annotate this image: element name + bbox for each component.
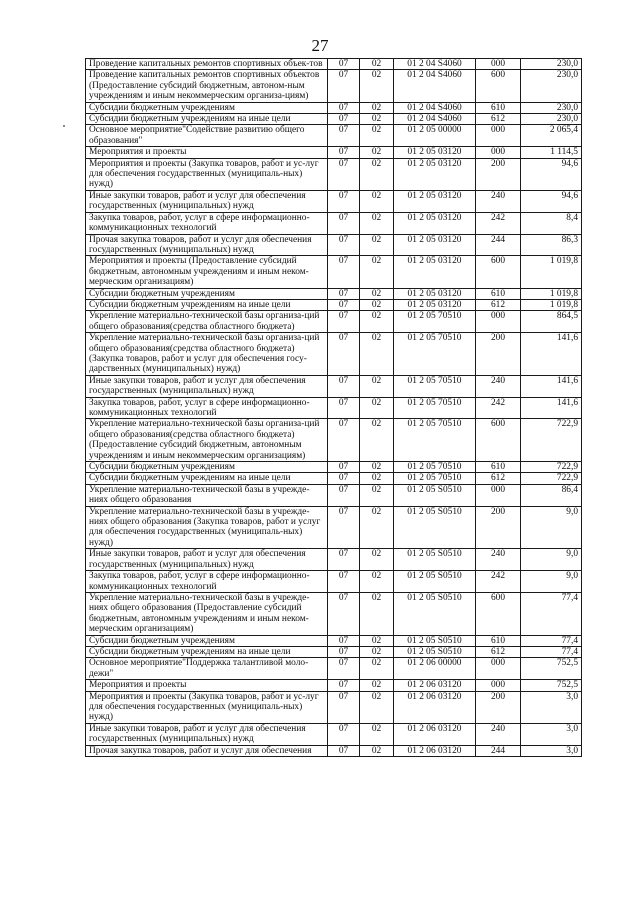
cell-amount: 94,6 [521,190,582,212]
cell-amount: 3,0 [521,745,582,756]
cell-section: 07 [328,158,360,190]
cell-name: Закупка товаров, работ, услуг в сфере информационно-коммуникационных технологий [86,571,328,593]
cell-section: 07 [328,288,360,299]
cell-subsection: 02 [360,592,394,635]
table-row [86,311,582,333]
cell-target-article: 01 2 06 03120 [394,745,476,756]
cell-name: Укрепление материально-технической базы организа-ций общего образования(средства областного бюджета) (Предоставление субсидий бюджетным, автономным учреждениям и иным некоммерческим организациям) [86,419,328,462]
cell-section: 07 [328,723,360,745]
cell-subsection: 02 [360,59,394,70]
cell-section: 07 [328,680,360,691]
cell-amount: 230,0 [521,102,582,113]
cell-target-article: 01 2 05 03120 [394,256,476,288]
cell-subsection: 02 [360,114,394,125]
cell-expense-type: 600 [476,592,521,635]
cell-subsection: 02 [360,723,394,745]
cell-amount: 722,9 [521,419,582,462]
cell-target-article: 01 2 06 00000 [394,658,476,680]
cell-target-article: 01 2 04 S4060 [394,114,476,125]
cell-name: Иные закупки товаров, работ и услуг для обеспечения государственных (муниципальных) нужд [86,723,328,745]
cell-target-article: 01 2 05 03120 [394,190,476,212]
cell-target-article: 01 2 05 S0510 [394,635,476,646]
cell-expense-type: 242 [476,212,521,234]
cell-name: Укрепление материально-технической базы организа-ций общего образования(средства областного бюджета) [86,311,328,333]
cell-subsection: 02 [360,473,394,484]
cell-amount: 230,0 [521,70,582,102]
cell-amount: 722,9 [521,473,582,484]
cell-name: Укрепление материально-технической базы в учрежде-ниях общего образования (Закупка товаров, работ и услуг для обеспечения государственных (муниципаль-ных) нужд) [86,506,328,549]
cell-target-article: 01 2 05 S0510 [394,646,476,657]
cell-expense-type: 200 [476,158,521,190]
cell-section: 07 [328,375,360,397]
cell-target-article: 01 2 05 03120 [394,212,476,234]
cell-name: Прочая закупка товаров, работ и услуг для обеспечения государственных (муниципальных) нужд [86,234,328,256]
cell-target-article: 01 2 05 03120 [394,147,476,158]
cell-target-article: 01 2 06 03120 [394,691,476,723]
cell-amount: 86,3 [521,234,582,256]
scan-speck [63,125,65,127]
cell-expense-type: 600 [476,256,521,288]
cell-amount: 77,4 [521,646,582,657]
cell-subsection: 02 [360,691,394,723]
table-row [86,299,582,310]
cell-section: 07 [328,102,360,113]
cell-name: Закупка товаров, работ, услуг в сфере информационно-коммуникационных технологий [86,397,328,419]
table-row [86,288,582,299]
cell-target-article: 01 2 05 03120 [394,234,476,256]
table-row [86,256,582,288]
cell-amount: 2 065,4 [521,125,582,147]
cell-name: Субсидии бюджетным учреждениям [86,635,328,646]
cell-subsection: 02 [360,571,394,593]
table-row [86,125,582,147]
table-row [86,212,582,234]
cell-expense-type: 240 [476,190,521,212]
cell-amount: 141,6 [521,375,582,397]
cell-expense-type: 610 [476,288,521,299]
cell-subsection: 02 [360,635,394,646]
table-row [86,646,582,657]
cell-name: Иные закупки товаров, работ и услуг для обеспечения государственных (муниципальных) нужд [86,549,328,571]
page-number: 27 [311,36,329,55]
cell-target-article: 01 2 05 S0510 [394,506,476,549]
cell-expense-type: 000 [476,125,521,147]
cell-expense-type: 240 [476,549,521,571]
table-row [86,419,582,462]
cell-target-article: 01 2 05 70510 [394,333,476,376]
cell-expense-type: 000 [476,484,521,506]
cell-expense-type: 612 [476,646,521,657]
cell-amount: 86,4 [521,484,582,506]
table-row [86,397,582,419]
cell-subsection: 02 [360,234,394,256]
cell-amount: 230,0 [521,59,582,70]
cell-amount: 141,6 [521,333,582,376]
cell-subsection: 02 [360,549,394,571]
cell-section: 07 [328,506,360,549]
table-row [86,723,582,745]
cell-expense-type: 200 [476,333,521,376]
cell-name: Основное мероприятие"Содействие развитию общего образования" [86,125,328,147]
cell-subsection: 02 [360,70,394,102]
table-row [86,484,582,506]
cell-section: 07 [328,419,360,462]
cell-expense-type: 000 [476,680,521,691]
cell-target-article: 01 2 06 03120 [394,723,476,745]
table-row [86,745,582,756]
table-row [86,549,582,571]
table-row [86,658,582,680]
table-row [86,571,582,593]
cell-name: Субсидии бюджетным учреждениям [86,462,328,473]
cell-expense-type: 000 [476,658,521,680]
cell-target-article: 01 2 05 S0510 [394,592,476,635]
cell-expense-type: 244 [476,745,521,756]
cell-name: Проведение капитальных ремонтов спортивных объектов (Предоставление субсидий бюджетным, автоном-ным учреждениям и иным некоммерческим организа-циям) [86,70,328,102]
cell-section: 07 [328,70,360,102]
table-row [86,102,582,113]
cell-name: Укрепление материально-технической базы в учрежде-ниях общего образования (Предоставление субсидий бюджетным, автономным учреждениям и иным неком-мерческим организациям) [86,592,328,635]
cell-name: Основное мероприятие"Поддержка талантливой моло-дежи" [86,658,328,680]
table-row [86,375,582,397]
table-row [86,506,582,549]
cell-expense-type: 242 [476,571,521,593]
cell-subsection: 02 [360,212,394,234]
cell-target-article: 01 2 05 70510 [394,419,476,462]
cell-section: 07 [328,190,360,212]
cell-amount: 77,4 [521,592,582,635]
cell-section: 07 [328,397,360,419]
cell-name: Мероприятия и проекты (Закупка товаров, работ и ус-луг для обеспечения государственных (муниципаль-ных) нужд) [86,158,328,190]
cell-subsection: 02 [360,397,394,419]
cell-amount: 1 114,5 [521,147,582,158]
cell-subsection: 02 [360,102,394,113]
table-row [86,635,582,646]
cell-expense-type: 244 [476,234,521,256]
cell-name: Мероприятия и проекты [86,680,328,691]
budget-table [85,58,582,757]
cell-name: Субсидии бюджетным учреждениям на иные цели [86,299,328,310]
cell-amount: 1 019,8 [521,256,582,288]
cell-amount: 752,5 [521,680,582,691]
cell-amount: 9,0 [521,506,582,549]
table-row [86,473,582,484]
cell-subsection: 02 [360,375,394,397]
cell-name: Прочая закупка товаров, работ и услуг для обеспечения [86,745,328,756]
cell-subsection: 02 [360,419,394,462]
cell-expense-type: 612 [476,473,521,484]
cell-amount: 9,0 [521,571,582,593]
cell-name: Субсидии бюджетным учреждениям [86,102,328,113]
cell-subsection: 02 [360,658,394,680]
cell-expense-type: 200 [476,506,521,549]
cell-amount: 141,6 [521,397,582,419]
cell-target-article: 01 2 05 70510 [394,397,476,419]
cell-amount: 3,0 [521,723,582,745]
cell-section: 07 [328,147,360,158]
cell-target-article: 01 2 05 03120 [394,158,476,190]
cell-amount: 864,5 [521,311,582,333]
cell-target-article: 01 2 04 S4060 [394,102,476,113]
cell-name: Субсидии бюджетным учреждениям [86,288,328,299]
cell-expense-type: 200 [476,691,521,723]
cell-amount: 722,9 [521,462,582,473]
cell-section: 07 [328,484,360,506]
cell-subsection: 02 [360,506,394,549]
cell-subsection: 02 [360,125,394,147]
cell-section: 07 [328,59,360,70]
cell-amount: 3,0 [521,691,582,723]
cell-name: Проведение капитальных ремонтов спортивных объек-тов [86,59,328,70]
table-row [86,158,582,190]
cell-section: 07 [328,114,360,125]
cell-target-article: 01 2 05 S0510 [394,549,476,571]
cell-target-article: 01 2 04 S4060 [394,70,476,102]
cell-subsection: 02 [360,288,394,299]
cell-subsection: 02 [360,158,394,190]
cell-subsection: 02 [360,147,394,158]
cell-section: 07 [328,212,360,234]
cell-section: 07 [328,646,360,657]
cell-name: Иные закупки товаров, работ и услуг для обеспечения государственных (муниципальных) нужд [86,190,328,212]
cell-subsection: 02 [360,256,394,288]
cell-subsection: 02 [360,333,394,376]
cell-subsection: 02 [360,680,394,691]
table-row [86,691,582,723]
cell-target-article: 01 2 05 00000 [394,125,476,147]
cell-amount: 9,0 [521,549,582,571]
cell-amount: 77,4 [521,635,582,646]
cell-expense-type: 000 [476,59,521,70]
cell-expense-type: 612 [476,299,521,310]
cell-section: 07 [328,635,360,646]
cell-target-article: 01 2 05 S0510 [394,571,476,593]
cell-section: 07 [328,658,360,680]
cell-amount: 8,4 [521,212,582,234]
cell-expense-type: 600 [476,70,521,102]
cell-section: 07 [328,592,360,635]
cell-expense-type: 610 [476,635,521,646]
cell-amount: 230,0 [521,114,582,125]
table-row [86,59,582,70]
cell-target-article: 01 2 05 70510 [394,311,476,333]
cell-target-article: 01 2 05 03120 [394,288,476,299]
table-row [86,462,582,473]
cell-subsection: 02 [360,190,394,212]
cell-amount: 94,6 [521,158,582,190]
cell-section: 07 [328,745,360,756]
cell-name: Закупка товаров, работ, услуг в сфере информационно-коммуникационных технологий [86,212,328,234]
cell-section: 07 [328,311,360,333]
table-row [86,234,582,256]
cell-expense-type: 240 [476,723,521,745]
cell-expense-type: 610 [476,102,521,113]
cell-section: 07 [328,333,360,376]
table-row [86,190,582,212]
cell-section: 07 [328,125,360,147]
cell-name: Иные закупки товаров, работ и услуг для обеспечения государственных (муниципальных) нужд [86,375,328,397]
cell-target-article: 01 2 05 S0510 [394,484,476,506]
cell-target-article: 01 2 05 03120 [394,299,476,310]
cell-section: 07 [328,234,360,256]
cell-section: 07 [328,571,360,593]
cell-expense-type: 000 [476,311,521,333]
table-row [86,70,582,102]
cell-name: Укрепление материально-технической базы организа-ций общего образования(средства областного бюджета) (Закупка товаров, работ и услуг для обеспечения госу-дарственных (муниципальных) нужд) [86,333,328,376]
cell-section: 07 [328,299,360,310]
cell-expense-type: 242 [476,397,521,419]
cell-subsection: 02 [360,311,394,333]
cell-name: Субсидии бюджетным учреждениям на иные цели [86,473,328,484]
table-row [86,680,582,691]
cell-section: 07 [328,256,360,288]
cell-expense-type: 000 [476,147,521,158]
cell-target-article: 01 2 05 70510 [394,462,476,473]
cell-amount: 1 019,8 [521,299,582,310]
cell-subsection: 02 [360,484,394,506]
cell-name: Мероприятия и проекты (Закупка товаров, работ и ус-луг для обеспечения государственных (муниципаль-ных) нужд) [86,691,328,723]
cell-subsection: 02 [360,299,394,310]
cell-expense-type: 612 [476,114,521,125]
cell-expense-type: 610 [476,462,521,473]
cell-name: Мероприятия и проекты [86,147,328,158]
cell-section: 07 [328,462,360,473]
cell-section: 07 [328,691,360,723]
table-row [86,592,582,635]
cell-name: Мероприятия и проекты (Предоставление субсидий бюджетным, автономным учреждениям и иным неком-мерческим организациям) [86,256,328,288]
cell-amount: 752,5 [521,658,582,680]
cell-name: Укрепление материально-технической базы в учрежде-ниях общего образования [86,484,328,506]
table-row [86,333,582,376]
cell-expense-type: 600 [476,419,521,462]
cell-section: 07 [328,473,360,484]
cell-target-article: 01 2 05 70510 [394,375,476,397]
cell-subsection: 02 [360,745,394,756]
table-row [86,114,582,125]
cell-name: Субсидии бюджетным учреждениям на иные цели [86,114,328,125]
table-row [86,147,582,158]
cell-name: Субсидии бюджетным учреждениям на иные цели [86,646,328,657]
cell-target-article: 01 2 06 03120 [394,680,476,691]
budget-table-body [86,59,582,757]
cell-expense-type: 240 [476,375,521,397]
cell-target-article: 01 2 05 70510 [394,473,476,484]
cell-target-article: 01 2 04 S4060 [394,59,476,70]
cell-section: 07 [328,549,360,571]
cell-amount: 1 019,8 [521,288,582,299]
cell-subsection: 02 [360,646,394,657]
cell-subsection: 02 [360,462,394,473]
